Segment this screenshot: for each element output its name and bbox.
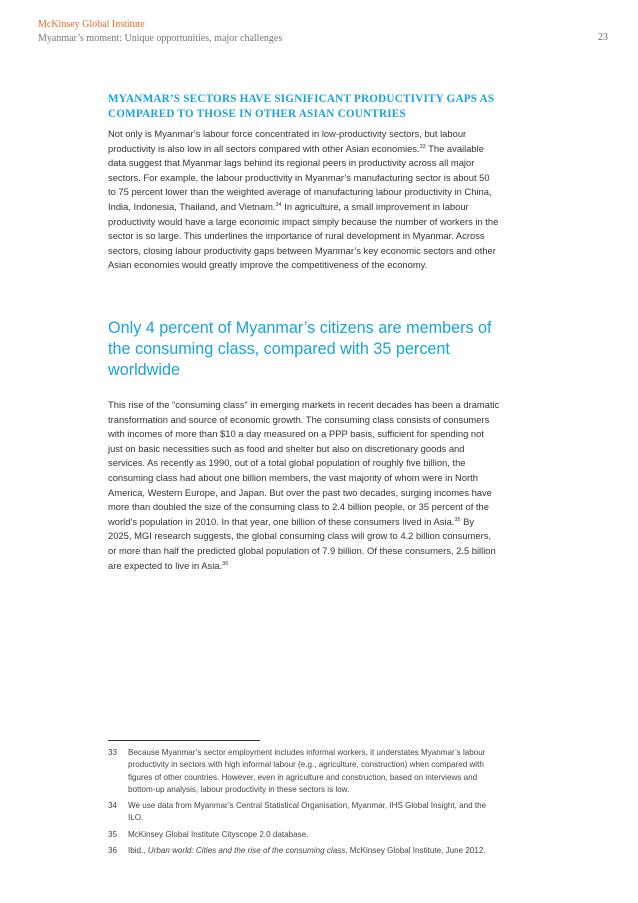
page-header <box>38 18 608 46</box>
footnote-divider <box>108 740 260 741</box>
footnote-ref-34[interactable]: 34 <box>275 201 282 208</box>
footnote-number: 35 <box>108 829 118 839</box>
footnote-ref-35[interactable]: 35 <box>454 516 461 523</box>
footnote-36 <box>108 845 500 857</box>
paragraph-text: This rise of the “consuming class” in emerging markets in recent decades has been a dramatic transformation and source of economic growth. The consuming class consists of consumers with incomes of more than $10 a day measured on a PPP basis, sufficient for spending not just on basic necessities such as food and shelter but also on discretionary goods and services. As recently as 1990, out of a total global population of roughly five billion, the consuming class had about one billion members, the vast majority of whom were in North America, Western Europe, and Japan. But over the past two decades, surging incomes have more than doubled the size of the consuming class to 2.4 billion people, or 35 percent of the world’s population in 2010. In that year, one billion of these consumers lived in Asia. <box>108 399 500 527</box>
paragraph-text: By 2025, MGI research suggests, the global consuming class will grow to 4.2 billion consumers, or more than half the predicted global population of 7.9 billion. Of these consumers, 2.5 billion are expected to live in Asia. <box>108 515 496 571</box>
footnote-35 <box>108 829 500 841</box>
footnote-text <box>128 845 500 857</box>
footnote-ref-36[interactable]: 36 <box>222 560 229 567</box>
section-heading-consuming-class: Only 4 percent of Myanmar’s citizens are members of the consuming class, compared with 35 percent worldwide <box>108 319 492 379</box>
footnote-text-post: , McKinsey Global Institute, June 2012. <box>345 846 486 856</box>
footnote-text: Because Myanmar’s sector employment includes informal workers, it understates Myanmar’s labour productivity in sectors with high informal labour (e.g., agriculture, construction) when compared with figures of other countries. However, even in agriculture and construction, based on interviews and bottom-up analysis, labour productivity in these sectors is low. <box>128 748 486 794</box>
section-heading-productivity: MYANMAR’S SECTORS HAVE SIGNIFICANT PRODUCTIVITY GAPS AS COMPARED TO THOSE IN OTHER ASIAN COUNTRIES <box>108 93 495 120</box>
footnote-ref-33[interactable]: 33 <box>419 143 426 150</box>
footnote-number: 33 <box>108 748 118 757</box>
paragraph-consuming-class <box>108 398 500 573</box>
page-number: 23 <box>598 32 608 43</box>
footnote-text: McKinsey Global Institute Cityscope 2.0 database. <box>128 829 309 839</box>
footnote-34 <box>108 800 500 825</box>
footnote-number: 34 <box>108 801 118 811</box>
cited-publication-title: Urban world: Cities and the rise of the consuming class <box>147 846 346 856</box>
footnote-number: 36 <box>108 846 118 856</box>
publisher-name: McKinsey Global Institute <box>38 19 145 30</box>
footnote-text: We use data from Myanmar’s Central Statistical Organisation, Myanmar, IHS Global Insight, and the ILO. <box>128 801 487 823</box>
report-title: Myanmar’s moment: Unique opportunities, major challenges <box>38 33 283 44</box>
paragraph-productivity <box>108 127 500 273</box>
paragraph-text: Not only is Myanmar’s labour force concentrated in low-productivity sectors, but labour productivity is also low in all sectors compared with other Asian economies. <box>108 128 467 154</box>
paragraph-text: The available data suggest that Myanmar lags behind its regional peers in productivity across all major sectors. For example, the labour productivity in Myanmar’s manufacturing sector is about 50 to 75 percent lower than the weighted average of manufacturing labour productivity in China, India, Indonesia, Thailand, and Vietnam. <box>108 142 492 212</box>
paragraph-text: In agriculture, a small improvement in labour productivity would have a large economic impact simply because the number of workers in the sector is so large. This underlines the importance of rural development in Myanmar. Across sectors, closing labour productivity gaps between Myanmar’s key economic sectors and other Asian economies would greatly improve the competitiveness of the economy. <box>108 200 499 271</box>
footnote-text-pre: Ibid., <box>128 846 148 856</box>
footnotes <box>108 747 500 861</box>
footnote-33 <box>108 747 500 796</box>
